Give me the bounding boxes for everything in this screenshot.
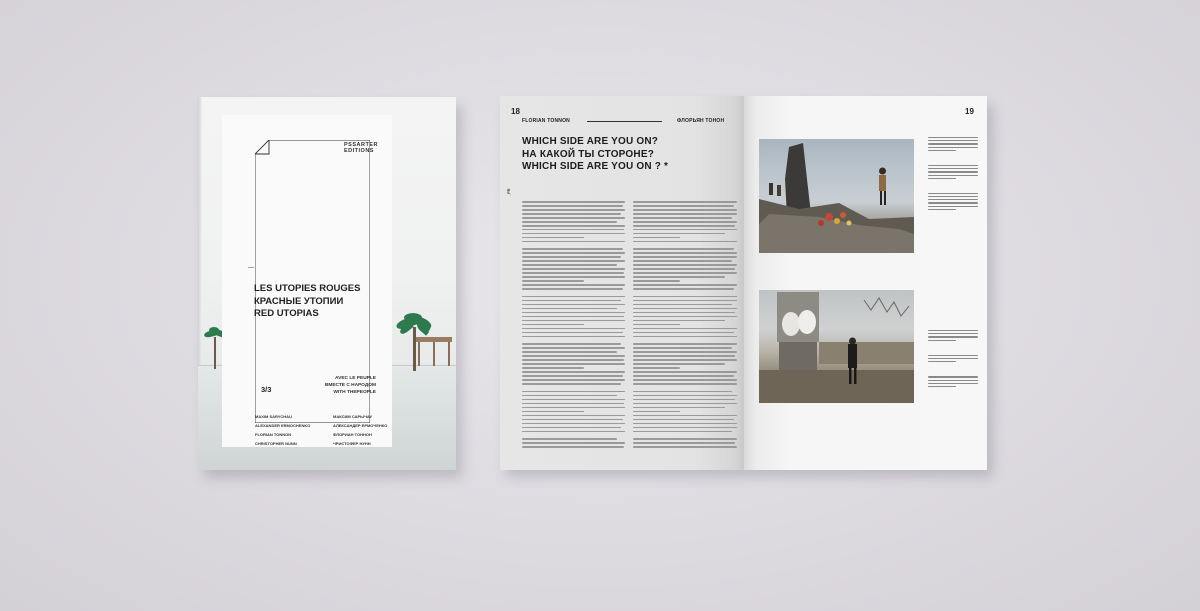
contributors-cyrillic bbox=[333, 412, 387, 448]
illegible-caption-line bbox=[928, 380, 978, 381]
illegible-caption-line bbox=[928, 140, 978, 141]
illegible-caption-line bbox=[928, 193, 978, 194]
illegible-text-line bbox=[633, 411, 680, 413]
illegible-text-line bbox=[633, 427, 737, 429]
contributor-name: MAXIM SARYCHAU bbox=[255, 414, 292, 419]
illegible-text-line bbox=[633, 252, 737, 254]
illegible-text-line bbox=[633, 268, 735, 270]
article-title bbox=[522, 136, 668, 174]
illegible-text-line bbox=[522, 256, 621, 258]
illegible-text-line bbox=[633, 201, 737, 203]
illegible-text-line bbox=[633, 438, 737, 440]
illegible-text-line bbox=[522, 233, 625, 235]
illegible-text-line bbox=[522, 320, 625, 322]
illegible-text-line bbox=[522, 205, 623, 207]
illegible-text-line bbox=[522, 304, 625, 306]
illegible-text-line bbox=[633, 395, 737, 397]
illegible-text-line bbox=[633, 213, 737, 215]
illegible-text-line bbox=[522, 438, 617, 440]
illegible-caption-line bbox=[928, 383, 978, 384]
photo-soldier-monument bbox=[759, 290, 914, 403]
illegible-text-line bbox=[522, 355, 625, 357]
illegible-text-line bbox=[633, 375, 734, 377]
article-title-ru: НА КАКОЙ ТЫ СТОРОНЕ? bbox=[522, 148, 654, 160]
illegible-caption-line bbox=[928, 206, 978, 207]
illegible-text-line bbox=[633, 336, 737, 338]
illegible-text-line bbox=[522, 391, 625, 393]
cover-title bbox=[254, 283, 360, 321]
author-name-cyrillic: ФЛОРЬЯН ТОНОН bbox=[677, 118, 725, 124]
illegible-text-line bbox=[633, 276, 725, 278]
illegible-text-line bbox=[633, 233, 725, 235]
illegible-text-line bbox=[522, 296, 625, 298]
illegible-text-line bbox=[633, 351, 737, 353]
illegible-text-line bbox=[522, 383, 621, 385]
illegible-caption-line bbox=[928, 361, 956, 362]
illegible-text-line bbox=[522, 260, 625, 262]
illegible-text-line bbox=[522, 280, 584, 282]
body-text-column-2 bbox=[633, 201, 737, 450]
illegible-text-line bbox=[522, 403, 624, 405]
illegible-text-line bbox=[522, 363, 625, 365]
illegible-text-line bbox=[633, 248, 734, 250]
illegible-text-line bbox=[633, 343, 737, 345]
illegible-text-line bbox=[633, 383, 737, 385]
illegible-caption-line bbox=[928, 143, 978, 144]
illegible-caption-line bbox=[928, 199, 978, 200]
illegible-text-line bbox=[633, 442, 735, 444]
illegible-text-line bbox=[522, 288, 623, 290]
illegible-text-line bbox=[522, 351, 617, 353]
illegible-text-line bbox=[522, 272, 624, 274]
illegible-text-line bbox=[522, 284, 625, 286]
illegible-caption-line bbox=[928, 358, 978, 359]
contributor-name: МАКСИМ САРЫЧАУ bbox=[333, 414, 373, 419]
illegible-caption-line bbox=[928, 168, 978, 169]
illegible-text-line bbox=[522, 268, 625, 270]
illegible-text-line bbox=[522, 241, 625, 243]
illegible-text-line bbox=[522, 300, 621, 302]
illegible-text-line bbox=[522, 415, 625, 417]
illegible-text-line bbox=[633, 237, 680, 239]
illegible-text-line bbox=[522, 312, 625, 314]
illegible-caption-line bbox=[928, 171, 978, 172]
illegible-text-line bbox=[633, 300, 737, 302]
illegible-text-line bbox=[633, 423, 737, 425]
illegible-text-line bbox=[633, 399, 735, 401]
illegible-text-line bbox=[522, 442, 625, 444]
illegible-text-line bbox=[522, 237, 584, 239]
contributors-latin bbox=[255, 412, 310, 448]
illegible-text-line bbox=[522, 248, 623, 250]
photo-monument-flowers-art bbox=[759, 139, 914, 253]
illegible-text-line bbox=[522, 217, 625, 219]
illegible-text-line bbox=[633, 371, 737, 373]
illegible-text-line bbox=[633, 284, 737, 286]
illegible-text-line bbox=[522, 375, 623, 377]
illegible-text-line bbox=[522, 371, 625, 373]
illegible-text-line bbox=[633, 256, 737, 258]
illegible-caption-line bbox=[928, 330, 978, 331]
illegible-text-line bbox=[522, 423, 625, 425]
illegible-text-line bbox=[633, 367, 680, 369]
illegible-text-line bbox=[633, 363, 725, 365]
illegible-text-line bbox=[522, 332, 623, 334]
illegible-text-line bbox=[633, 403, 737, 405]
illegible-text-line bbox=[633, 431, 732, 433]
issue-number: 3/3 bbox=[261, 385, 272, 394]
illegible-caption-line bbox=[928, 150, 956, 151]
illegible-text-line bbox=[522, 225, 625, 227]
illegible-text-line bbox=[522, 407, 625, 409]
illegible-text-line bbox=[522, 427, 621, 429]
illegible-text-line bbox=[522, 229, 624, 231]
page-number-left: 18 bbox=[511, 107, 520, 116]
illegible-text-line bbox=[633, 229, 737, 231]
contributor-name: ЧРИСТОФЕР НУНН bbox=[333, 441, 371, 446]
illegible-text-line bbox=[522, 343, 621, 345]
illegible-text-line bbox=[633, 260, 732, 262]
illegible-caption-line bbox=[928, 165, 978, 166]
illegible-caption-line bbox=[928, 202, 978, 203]
beach-pavilion bbox=[416, 337, 452, 367]
illegible-text-line bbox=[522, 419, 623, 421]
cover-subtitle-en: WITH THEPEOPLE bbox=[333, 390, 376, 395]
illegible-caption-line bbox=[928, 178, 956, 179]
illegible-text-line bbox=[633, 296, 737, 298]
palm-tree-left bbox=[204, 327, 224, 369]
illegible-text-line bbox=[633, 217, 732, 219]
illegible-text-line bbox=[522, 411, 584, 413]
illegible-text-line bbox=[633, 332, 734, 334]
illegible-text-line bbox=[633, 312, 735, 314]
contributor-name: CHRISTOPHER NUNN bbox=[255, 441, 297, 446]
illegible-text-line bbox=[522, 367, 584, 369]
illegible-caption-line bbox=[928, 336, 978, 337]
illegible-text-line bbox=[633, 355, 735, 357]
photo-captions-column bbox=[928, 137, 978, 401]
illegible-caption-line bbox=[928, 147, 978, 148]
illegible-text-line bbox=[522, 359, 624, 361]
illegible-caption-line bbox=[928, 333, 978, 334]
publisher-logo bbox=[344, 142, 378, 154]
body-text-column-1 bbox=[522, 201, 625, 450]
cover-title-fr: LES UTOPIES ROUGES bbox=[254, 283, 361, 294]
illegible-text-line bbox=[633, 419, 734, 421]
illegible-text-line bbox=[633, 241, 737, 243]
magazine-cover bbox=[198, 97, 456, 470]
illegible-text-line bbox=[633, 320, 725, 322]
illegible-text-line bbox=[633, 415, 737, 417]
illegible-text-line bbox=[522, 316, 624, 318]
illegible-text-line bbox=[522, 379, 625, 381]
illegible-caption-line bbox=[928, 209, 956, 210]
article-title-en-2: WHICH SIDE ARE YOU ON ? * bbox=[522, 161, 669, 172]
illegible-text-line bbox=[522, 252, 625, 254]
illegible-text-line bbox=[522, 213, 621, 215]
cover-title-ru: КРАСНЫЕ УТОПИИ bbox=[254, 295, 344, 307]
illegible-caption-line bbox=[928, 376, 978, 377]
illegible-text-line bbox=[522, 264, 617, 266]
illegible-text-line bbox=[633, 324, 680, 326]
contributor-name: ФЛОРИАН ТОННОН bbox=[333, 432, 372, 437]
publisher-line-1: PSSARTER bbox=[344, 142, 378, 148]
illegible-text-line bbox=[522, 328, 625, 330]
language-tag: _FR bbox=[506, 188, 511, 196]
illegible-caption-line bbox=[928, 386, 956, 387]
illegible-text-line bbox=[522, 276, 625, 278]
illegible-text-line bbox=[522, 431, 625, 433]
illegible-caption-line bbox=[928, 196, 978, 197]
contributor-name: FLORIAN TONNON bbox=[255, 432, 292, 437]
illegible-text-line bbox=[633, 379, 737, 381]
illegible-caption-line bbox=[928, 340, 956, 341]
cover-subtitle bbox=[325, 375, 376, 396]
article-title-en: WHICH SIDE ARE YOU ON? bbox=[522, 136, 659, 147]
illegible-text-line bbox=[633, 280, 680, 282]
illegible-text-line bbox=[522, 324, 584, 326]
illegible-text-line bbox=[522, 399, 625, 401]
page-number-right: 19 bbox=[965, 107, 974, 116]
illegible-text-line bbox=[522, 347, 625, 349]
illegible-text-line bbox=[522, 446, 624, 448]
illegible-text-line bbox=[522, 209, 625, 211]
illegible-text-line bbox=[633, 288, 734, 290]
photo-soldier-monument-art bbox=[759, 290, 914, 403]
illegible-text-line bbox=[522, 221, 617, 223]
illegible-text-line bbox=[633, 347, 732, 349]
illegible-caption-line bbox=[928, 355, 978, 356]
illegible-text-line bbox=[633, 359, 737, 361]
illegible-text-line bbox=[633, 272, 737, 274]
illegible-text-line bbox=[633, 391, 732, 393]
illegible-caption-line bbox=[928, 137, 978, 138]
illegible-text-line bbox=[522, 201, 625, 203]
illegible-text-line bbox=[633, 225, 735, 227]
cover-subtitle-fr: AVEC LE PEUPLE bbox=[335, 376, 376, 381]
contributor-name: АЛЕКСАНДЕР ЕРМОЧЕНКО bbox=[333, 423, 388, 428]
illegible-text-line bbox=[633, 308, 737, 310]
illegible-caption-line bbox=[928, 175, 978, 176]
illegible-text-line bbox=[633, 221, 737, 223]
contributor-name: ALEXANDER ERMOCHENKO bbox=[255, 423, 311, 428]
cover-subtitle-ru: ВМЕСТЕ С НАРОДОМ bbox=[324, 383, 376, 388]
illegible-text-line bbox=[633, 407, 725, 409]
illegible-text-line bbox=[633, 209, 737, 211]
photo-monument-flowers bbox=[759, 139, 914, 253]
illegible-text-line bbox=[522, 395, 617, 397]
cover-title-en: RED UTOPIAS bbox=[254, 308, 319, 319]
illegible-text-line bbox=[522, 308, 617, 310]
illegible-text-line bbox=[522, 336, 625, 338]
author-name-latin: FLORIAN TONNON bbox=[522, 118, 570, 124]
illegible-text-line bbox=[633, 304, 732, 306]
illegible-text-line bbox=[633, 446, 737, 448]
illegible-text-line bbox=[633, 205, 734, 207]
publisher-line-2: EDITIONS bbox=[344, 148, 374, 154]
illegible-text-line bbox=[633, 328, 737, 330]
illegible-text-line bbox=[633, 316, 737, 318]
author-divider bbox=[587, 121, 662, 122]
illegible-text-line bbox=[633, 264, 737, 266]
